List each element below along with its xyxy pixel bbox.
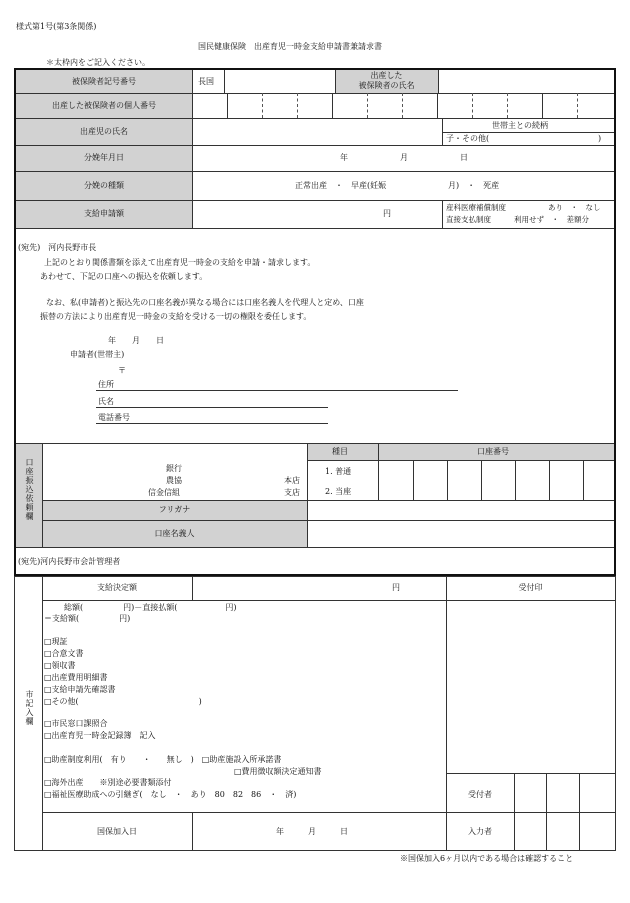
name-label: 氏名 [98,397,114,406]
account-label: 口座番号 [477,447,509,456]
check-subsidy[interactable]: □助産制度利用( 有り ・ 無し ) □助産施設入所承諾書 [44,755,282,764]
application-date[interactable]: 年 月 日 [108,336,164,345]
insured-name-label-2: 被保険者の氏名 [358,81,415,90]
insured-no-label: 被保険者記号番号 [72,77,136,86]
form-number: 様式第1号(第3条関係) [16,22,97,31]
treasurer-to: (宛先)河内長野市会計管理者 [18,557,121,566]
bank-type-header-bg [307,444,614,460]
city-side-label: 市記入欄 [25,690,34,726]
check-cost-notice[interactable]: □費用徴収額決定通知書 [234,767,322,776]
insured-no-prefix: 長国 [198,77,214,86]
phone-line[interactable] [96,423,328,424]
amount-unit: 円 [383,209,391,218]
obstetric-label: 産科医療補償制度 [446,203,506,212]
address-line[interactable] [96,390,458,391]
check-destination[interactable]: □支給申請先確認書 [44,685,116,694]
application-line1: 上記のとおり関係書類を添えて出産育児一時金の支給を申請・請求します。 [44,258,316,267]
check-agreement[interactable]: □合意文書 [44,649,84,658]
relation-label: 世帯主との続柄 [492,121,548,130]
birth-date-label: 分娩年月日 [84,153,124,162]
application-line3: なお、私(申請者)と振込先の口座名義が異なる場合には口座名義人を代理人と定め、口座 [46,298,364,307]
branch-2[interactable]: 支店 [284,488,300,497]
check-invoice[interactable]: □領収書 [44,661,76,670]
delivery-type-months: 月) ・ 死産 [448,181,500,190]
check-overseas[interactable]: □海外出産 ※別途必要書類添付 [44,778,172,787]
decision-unit: 円 [392,583,400,592]
net-line: ＝支給額( 円) [44,614,131,623]
check-city-window[interactable]: □市民窓口課照合 [44,719,108,728]
check-record[interactable]: □出産育児一時金記録簿 記入 [44,731,156,740]
delivery-type-label: 分娩の種類 [84,181,124,190]
holder-label: 口座名義人 [154,529,195,538]
relation-close: ) [598,134,602,143]
address-label: 住所 [98,380,114,389]
form-title: 国民健康保険 出産育児一時金支給申請書兼請求書 [198,42,382,51]
birth-date-year[interactable]: 年 [340,153,348,162]
name-line[interactable] [96,407,328,408]
furigana-field[interactable] [308,501,613,519]
input-by-label: 入力者 [468,827,492,836]
insured-name-field[interactable] [439,71,614,92]
insured-name-label-1: 出産した [370,71,403,80]
footnote: ※国保加入6ヶ月以内である場合は確認すること [400,854,574,863]
check-receipt[interactable]: □現証 [44,637,68,646]
application-to: (宛先) 河内長野市長 [18,243,97,252]
type-ordinary[interactable]: 1. 普通 [325,467,352,476]
birth-date-day[interactable]: 日 [460,153,468,162]
receiver-label: 受付者 [468,790,492,799]
check-other[interactable]: □その他( ) [44,697,202,706]
check-welfare[interactable]: □福祉医療助成への引継ぎ( なし ・ あり 80 82 86 ・ 済) [44,790,297,799]
type-current[interactable]: 2. 当座 [325,487,352,496]
stamp-label: 受付印 [518,583,543,592]
application-line2: あわせて、下記の口座への振込を依頼します。 [40,272,208,281]
check-cost-detail[interactable]: □出産費用明細書 [44,673,108,682]
amount-label: 支給申請額 [84,209,124,218]
type-label: 種目 [332,447,348,456]
join-date-label: 国保加入日 [97,827,137,836]
birth-date-month[interactable]: 月 [400,153,408,162]
application-line4: 振替の方法により出産育児一時金の支給を受ける一切の権限を委任します。 [40,312,312,321]
furigana-label: フリガナ [158,505,191,514]
direct-payment-label: 直接支払制度 [446,215,491,224]
delivery-type-value[interactable]: 正常出産 ・ 早産(妊娠 [295,181,387,190]
relation-value[interactable]: 子・その他( [446,134,490,143]
postal-mark: 〒 [118,366,126,375]
obstetric-value[interactable]: あり ・ なし [548,203,601,212]
bank-side-label: 口座振込依頼欄 [25,458,34,521]
instruction: ＊太枠内をご記入ください。 [46,58,150,67]
insured-no-field[interactable] [225,71,334,92]
bank-name-2[interactable]: 農協 [166,476,182,485]
join-date-value[interactable]: 年 月 日 [276,827,348,836]
applicant-label: 申請者(世帯主) [70,350,125,359]
direct-payment-value[interactable]: 利用せず ・ 差額分 [514,215,589,224]
child-name-label: 出産児の氏名 [80,127,128,136]
total-line: 総額( 円)－直接払額( 円) [64,603,237,612]
child-name-field[interactable] [193,119,441,144]
bank-name-3[interactable]: 信金信組 [148,488,180,497]
holder-field[interactable] [308,521,613,546]
personal-no-label: 出産した被保険者の個人番号 [52,101,156,110]
phone-label: 電話番号 [98,413,130,422]
branch-1[interactable]: 本店 [284,476,300,485]
bank-name-1[interactable]: 銀行 [166,464,182,473]
decision-label: 支給決定額 [97,583,137,592]
